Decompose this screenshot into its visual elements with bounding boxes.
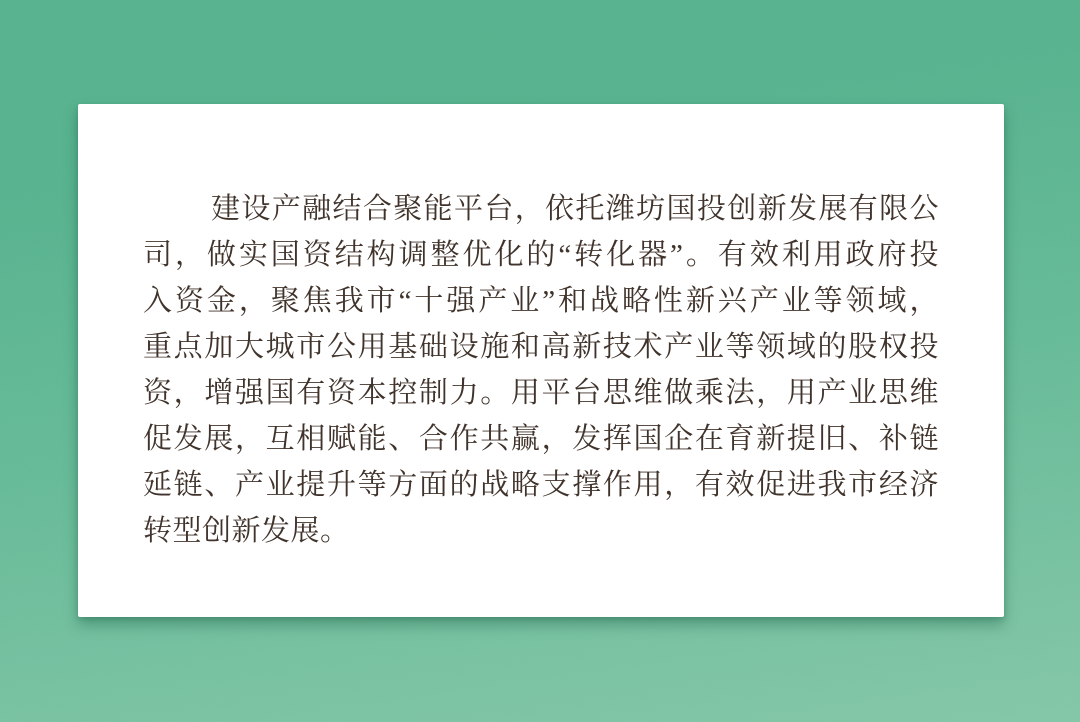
paragraph-line: 入资金，聚焦我市“十强产业”和战略性新兴产业等领域， bbox=[143, 285, 939, 317]
paragraph-line: 司，做实国资结构调整优化的“转化器”。有效利用政府投 bbox=[143, 239, 939, 271]
paragraph-line: 延链、产业提升等方面的战略支撑作用，有效促进我市经济 bbox=[143, 469, 939, 501]
document-card bbox=[78, 104, 1004, 617]
paragraph-line: 促发展，互相赋能、合作共赢，发挥国企在育新提旧、补链 bbox=[143, 423, 939, 455]
paragraph-line: 转型创新发展。 bbox=[143, 515, 350, 547]
paragraph-line: 资，增强国有资本控制力。用平台思维做乘法，用产业思维 bbox=[143, 377, 939, 409]
paragraph-line: 建设产融结合聚能平台，依托潍坊国投创新发展有限公 bbox=[211, 193, 939, 225]
paragraph-text bbox=[143, 186, 939, 554]
paragraph-line: 重点加大城市公用基础设施和高新技术产业等领域的股权投 bbox=[143, 331, 939, 363]
